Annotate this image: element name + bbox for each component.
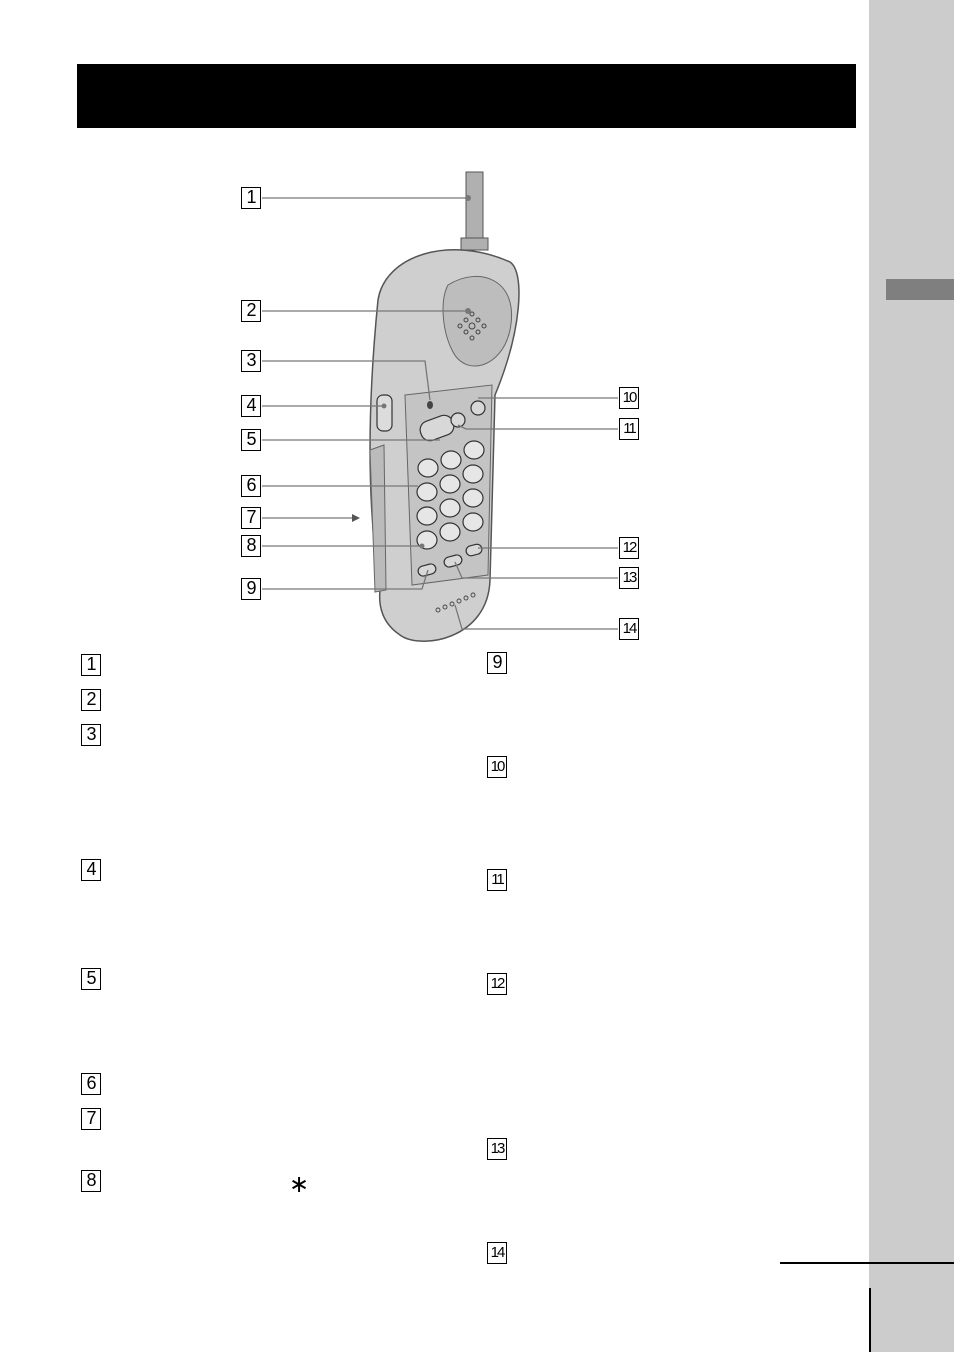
desc-number-4: 4	[81, 859, 101, 881]
desc-number-3: 3	[81, 724, 101, 746]
callout-11: 11	[619, 418, 639, 440]
desc-number-5: 5	[81, 968, 101, 990]
callout-8: 8	[241, 535, 261, 557]
desc-number-10: 10	[487, 756, 507, 778]
desc-number-9: 9	[487, 652, 507, 674]
callout-7: 7	[241, 507, 261, 529]
desc-number-7: 7	[81, 1108, 101, 1130]
desc-number-8: 8	[81, 1170, 101, 1192]
desc-number-2: 2	[81, 689, 101, 711]
desc-number-14: 14	[487, 1242, 507, 1264]
antenna	[466, 172, 483, 244]
handset-diagram	[0, 0, 954, 660]
desc-number-11: 11	[487, 869, 507, 891]
callout-2: 2	[241, 300, 261, 322]
callout-12: 12	[619, 537, 639, 559]
callout-4: 4	[241, 395, 261, 417]
callout-10: 10	[619, 387, 639, 409]
page-number-divider	[869, 1288, 871, 1352]
asterisk-symbol: ∗	[289, 1170, 310, 1198]
desc-number-1: 1	[81, 654, 101, 676]
desc-number-13: 13	[487, 1138, 507, 1160]
callout-6: 6	[241, 475, 261, 497]
side-switch	[377, 395, 392, 431]
desc-number-12: 12	[487, 973, 507, 995]
callout-1: 1	[241, 187, 261, 209]
callout-9: 9	[241, 578, 261, 600]
callout-3: 3	[241, 350, 261, 372]
callout-5: 5	[241, 429, 261, 451]
callout-13: 13	[619, 567, 639, 589]
desc-number-6: 6	[81, 1073, 101, 1095]
continued-rule	[780, 1262, 954, 1264]
callout-14: 14	[619, 618, 639, 640]
